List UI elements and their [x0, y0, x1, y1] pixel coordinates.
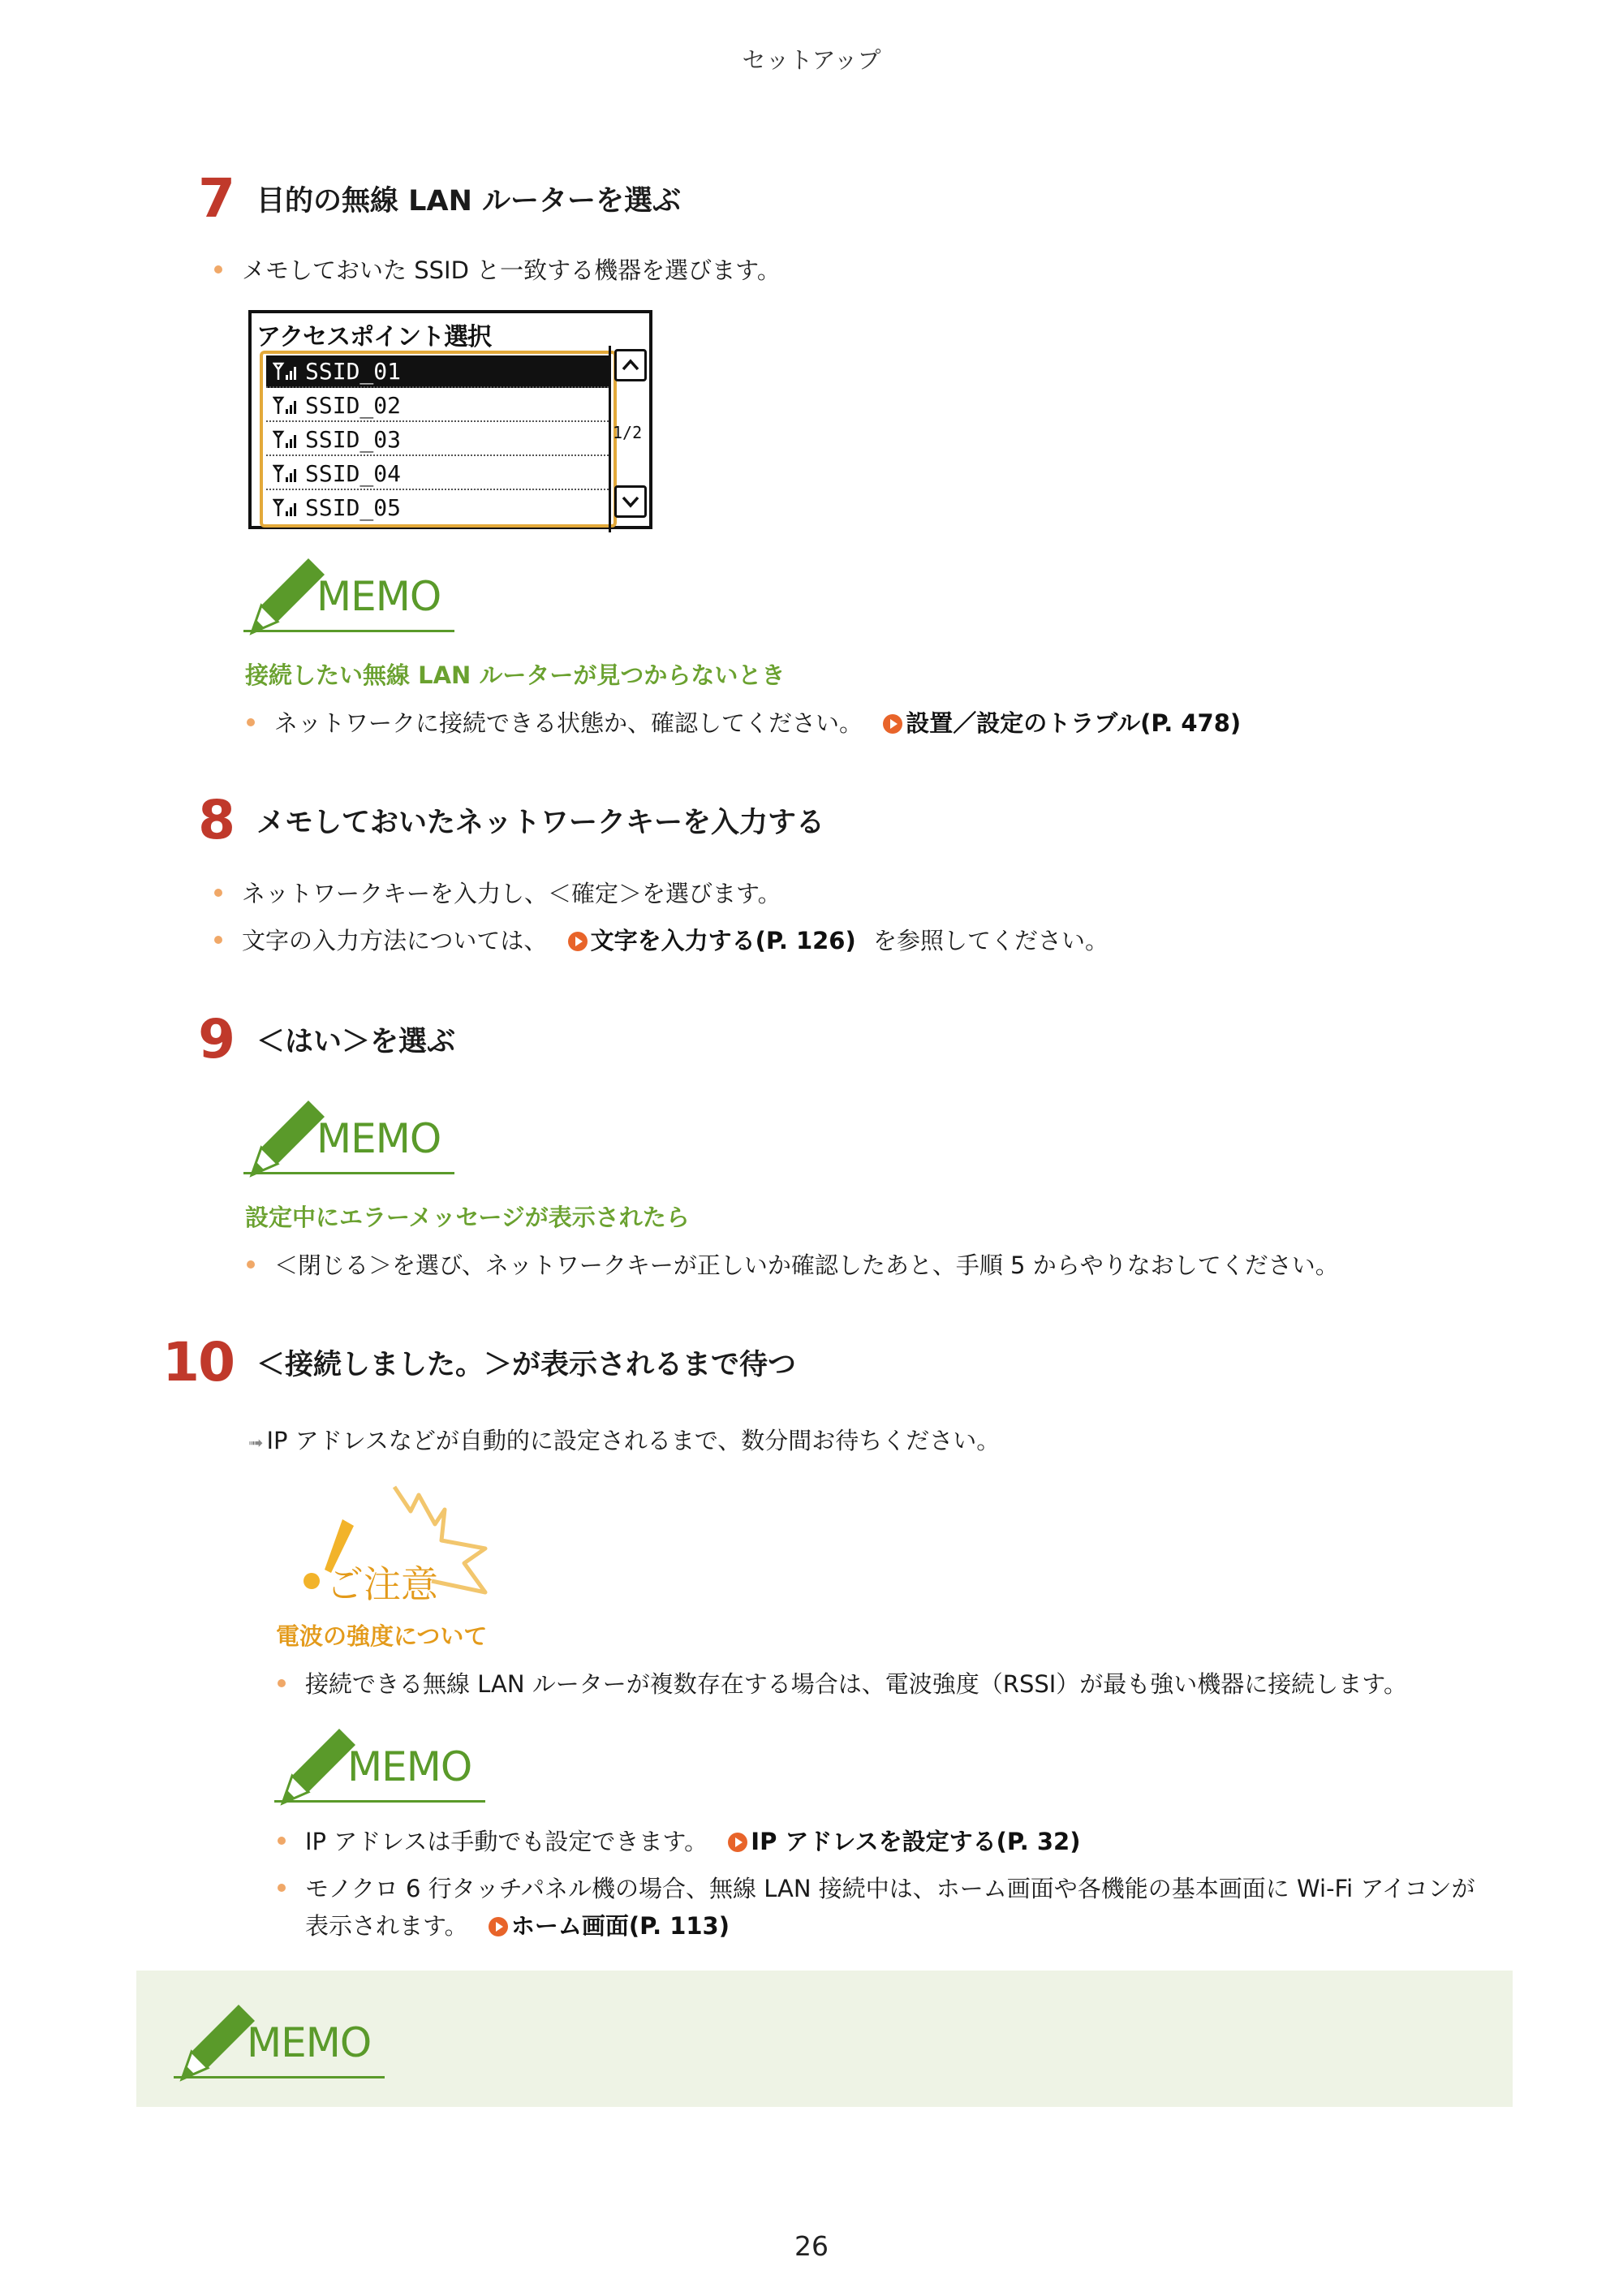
bullet-icon — [214, 265, 222, 274]
link-arrow-icon — [728, 1833, 747, 1852]
memo-underline — [243, 1172, 454, 1174]
step-title: ＜接続しました。＞が表示されるまで待つ — [256, 1348, 797, 1381]
link-arrow-icon — [883, 714, 902, 734]
step-number: 7 — [198, 167, 234, 230]
step-number: 10 — [162, 1331, 234, 1394]
memo-badge — [243, 549, 454, 638]
chevron-up-icon — [617, 351, 644, 379]
bullet-text: 表示されます。 — [305, 1912, 468, 1940]
memo-badge — [274, 1719, 485, 1808]
bullet-text: IP アドレスは手動でも設定できます。 — [305, 1828, 708, 1855]
link-text[interactable]: 文字を入力する(P. 126) — [590, 927, 856, 954]
memo-label: MEMO — [316, 573, 441, 620]
list-item[interactable] — [266, 458, 609, 490]
bullet-icon — [247, 718, 255, 726]
result-line — [248, 1422, 1000, 1462]
page-header: セットアップ — [742, 46, 881, 74]
memo-badge — [243, 1091, 454, 1180]
bullet-icon — [278, 1679, 286, 1687]
bullet-text: モノクロ 6 行タッチパネル機の場合、無線 LAN 接続中は、ホーム画面や各機能の基本画面に Wi-Fi アイコンが — [305, 1875, 1475, 1902]
page-indicator: 1/2 — [613, 423, 643, 442]
ssid-label: SSID_05 — [305, 494, 402, 521]
ssid-label: SSID_01 — [305, 358, 402, 385]
bullet-icon — [278, 1884, 286, 1892]
memo-underline — [274, 1800, 485, 1803]
list-item — [278, 1823, 1080, 1860]
bullet-text: ネットワークキーを入力し、＜確定＞を選びます。 — [242, 880, 781, 907]
memo-badge — [174, 1995, 385, 2084]
list-item — [278, 1870, 1527, 1907]
step-8 — [162, 789, 824, 851]
memo-underline — [174, 2076, 385, 2078]
bullet-icon — [214, 889, 222, 897]
list-item — [247, 1247, 1339, 1284]
troubleshooting-link[interactable] — [883, 709, 1241, 737]
list-item[interactable] — [266, 390, 609, 422]
scrollbar — [609, 346, 649, 532]
list-item — [247, 704, 1241, 742]
memo-label: MEMO — [316, 1115, 441, 1162]
scroll-down-button[interactable] — [614, 485, 647, 518]
lcd-title: アクセスポイント選択 — [256, 323, 492, 351]
bullet-text: 文字の入力方法については、 — [242, 927, 548, 954]
ssid-label: SSID_04 — [305, 460, 402, 487]
access-point-list — [260, 351, 617, 528]
home-screen-link[interactable] — [489, 1912, 730, 1940]
memo-heading: 設定中にエラーメッセージが表示されたら — [245, 1204, 690, 1231]
step-title: ＜はい＞を選ぶ — [256, 1025, 456, 1058]
link-text[interactable]: IP アドレスを設定する(P. 32) — [751, 1828, 1081, 1855]
lcd-screen — [248, 310, 652, 529]
signal-icon — [273, 430, 300, 450]
bullet-icon — [214, 936, 222, 944]
step-10 — [162, 1331, 796, 1394]
bullet-text: ＜閉じる＞を選び、ネットワークキーが正しいか確認したあと、手順 5 からやりなおしてください。 — [274, 1251, 1339, 1279]
text-input-link[interactable] — [568, 927, 856, 954]
scroll-up-button[interactable] — [614, 349, 647, 381]
list-item — [214, 252, 781, 289]
signal-icon — [273, 464, 300, 484]
list-item — [214, 875, 781, 912]
step-title: メモしておいたネットワークキーを入力する — [256, 806, 825, 839]
result-text: IP アドレスなどが自動的に設定されるまで、数分間お待ちください。 — [266, 1427, 1001, 1454]
link-text[interactable]: ホーム画面(P. 113) — [510, 1912, 730, 1940]
signal-icon — [273, 362, 300, 381]
caution-heading: 電波の強度について — [276, 1622, 488, 1650]
caution-badge — [273, 1477, 516, 1607]
memo-label: MEMO — [247, 2019, 372, 2066]
memo-underline — [243, 630, 454, 632]
step-9 — [162, 1008, 455, 1070]
step-number: 8 — [198, 789, 234, 851]
ssid-label: SSID_02 — [305, 392, 402, 419]
memo-band — [136, 1971, 1513, 2107]
memo-heading: 接続したい無線 LAN ルーターが見つからないとき — [245, 661, 786, 689]
signal-icon — [273, 498, 300, 518]
bullet-text: ネットワークに接続できる状態か、確認してください。 — [274, 709, 863, 737]
list-item — [278, 1665, 1407, 1703]
bullet-text: 接続できる無線 LAN ルーターが複数存在する場合は、電波強度（RSSI）が最も強い機器に接続します。 — [305, 1670, 1407, 1698]
bullet-text: を参照してください。 — [872, 927, 1109, 954]
bullet-icon — [247, 1260, 255, 1269]
list-item-continuation — [305, 1907, 730, 1945]
bullet-text: メモしておいた SSID と一致する機器を選びます。 — [242, 256, 781, 284]
chevron-down-icon — [617, 488, 644, 515]
step-title: 目的の無線 LAN ルーターを選ぶ — [256, 184, 682, 218]
link-arrow-icon — [489, 1917, 508, 1936]
caution-label: ご注意 — [326, 1562, 438, 1606]
link-text[interactable]: 設置／設定のトラブル(P. 478) — [906, 709, 1242, 737]
link-arrow-icon — [568, 932, 588, 951]
step-number: 9 — [198, 1008, 234, 1070]
list-item[interactable] — [266, 355, 609, 388]
result-arrow-icon: ➟ — [248, 1433, 264, 1454]
page-number: 26 — [794, 2230, 829, 2262]
memo-label: MEMO — [347, 1743, 472, 1790]
signal-icon — [273, 396, 300, 416]
list-item[interactable] — [266, 492, 609, 524]
ssid-label: SSID_03 — [305, 426, 402, 453]
ip-address-link[interactable] — [728, 1828, 1080, 1855]
step-7 — [162, 167, 681, 230]
bullet-icon — [278, 1837, 286, 1845]
list-item — [214, 922, 1109, 959]
list-item[interactable] — [266, 424, 609, 456]
